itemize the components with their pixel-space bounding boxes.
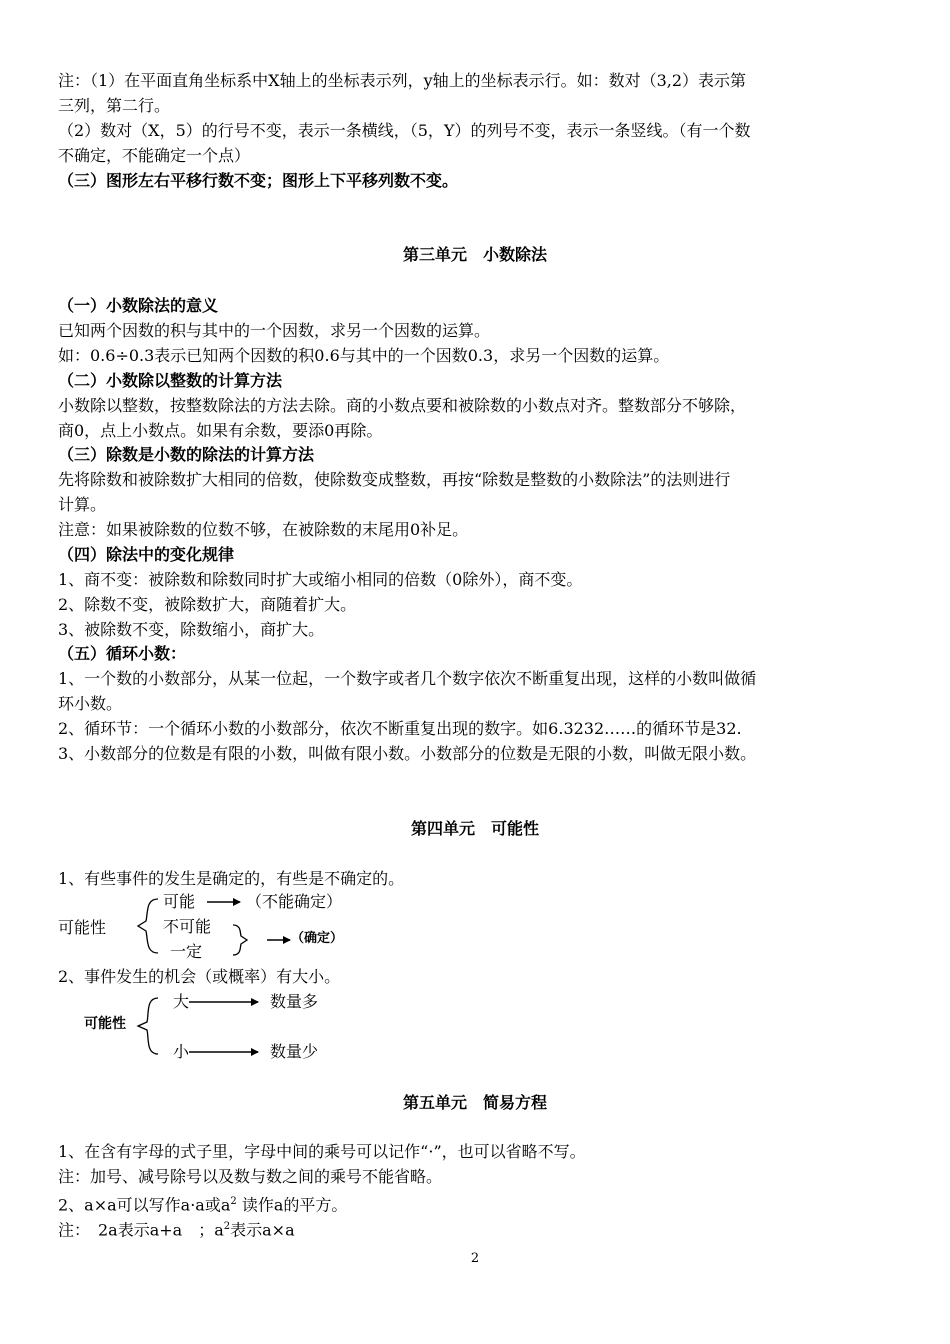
unit3-s3-line3: 注意：如果被除数的位数不够，在被除数的末尾用0补足。 [58, 520, 469, 539]
unit3-s5-line4: 3、小数部分的位数是有限的小数，叫做有限小数。小数部分的位数是无限的小数，叫做无限小数。 [58, 744, 757, 763]
unit5-line1: 1、在含有字母的式子里，字母中间的乘号可以记作“·”，也可以省略不写。 [58, 1142, 586, 1161]
diagram2-branch-small: 小 [173, 1042, 190, 1061]
diagram1-result-uncertain: （不能确定） [246, 892, 343, 911]
diagram1-left-brace [138, 899, 158, 953]
unit4-line1: 1、有些事件的发生是确定的，有些是不确定的。 [58, 869, 405, 888]
unit3-s4-heading: （四）除法中的变化规律 [58, 545, 235, 564]
unit3-s4-line3: 3、被除数不变，除数缩小，商扩大。 [58, 620, 325, 639]
unit3-s3-heading: （三）除数是小数的除法的计算方法 [58, 445, 315, 464]
unit3-s4-line2: 2、除数不变，被除数扩大，商随着扩大。 [58, 595, 357, 614]
diagram2-left-brace [138, 998, 158, 1054]
unit3-s1-line1: 已知两个因数的积与其中的一个因数，求另一个因数的运算。 [58, 321, 491, 340]
unit4-line2: 2、事件发生的机会（或概率）有大小。 [58, 967, 341, 986]
unit5-line3-part1: 2、a×a可以写作a·a或a [58, 1195, 231, 1215]
note2-line2: 不确定，不能确定一个点） [58, 146, 251, 165]
unit3-s1-line2: 如：0.6÷0.3表示已知两个因数的积0.6与其中的一个因数0.3，求另一个因数的运算。 [58, 346, 670, 365]
diagram2-result-more: 数量多 [270, 992, 319, 1011]
note1-line1: 注：（1）在平面直角坐标系中X轴上的坐标表示列，y轴上的坐标表示行。如：数对（3,2）表示第 [58, 71, 747, 90]
diagram1-branch-possible: 可能 [163, 892, 196, 911]
diagram1-result-certain: （确定） [291, 931, 344, 946]
unit5-line2: 注：加号、减号除号以及数与数之间的乘号不能省略。 [58, 1167, 443, 1186]
page-number: 2 [470, 1251, 480, 1266]
unit3-title: 第三单元 小数除法 [402, 245, 547, 264]
unit3-s1-heading: （一）小数除法的意义 [58, 296, 219, 315]
unit3-s2-heading: （二）小数除以整数的计算方法 [58, 371, 283, 390]
unit3-s3-line1: 先将除数和被除数扩大相同的倍数，使除数变成整数，再按“除数是整数的小数除法”的法则进行 [58, 470, 731, 489]
unit5-title: 第五单元 简易方程 [402, 1093, 547, 1112]
note1-line2: 三列，第二行。 [58, 96, 171, 115]
diagram1-right-brace [233, 925, 247, 955]
unit3-s5-heading: （五）循环小数： [58, 644, 187, 663]
unit3-s5-line3: 2、循环节：一个循环小数的小数部分，依次不断重复出现的数字。如6.3232……的循环节是32. [58, 719, 742, 738]
unit3-s4-line1: 1、商不变：被除数和除数同时扩大或缩小相同的倍数（0除外），商不变。 [58, 570, 583, 589]
note2-line1: （2）数对（X，5）的行号不变，表示一条横线，（5，Y）的列号不变，表示一条竖线。（有一个数 [58, 121, 751, 140]
unit5-line4-part2: 表示a×a [230, 1220, 295, 1240]
diagram2-result-less: 数量少 [270, 1042, 319, 1061]
unit5-line3-part2: 读作a的平方。 [241, 1195, 348, 1215]
unit5-line3 [58, 1191, 347, 1216]
unit5-line4 [58, 1216, 295, 1241]
unit5-line4-part1: 注： 2a表示a+a ；a [58, 1220, 224, 1240]
unit4-title: 第四单元 可能性 [410, 819, 539, 838]
note3: （三）图形左右平移行数不变；图形上下平移列数不变。 [58, 171, 459, 190]
diagram1-branch-impossible: 不可能 [163, 917, 212, 936]
diagram2-root-label: 可能性 [84, 1016, 126, 1032]
unit5-line4-superscript: 2 [223, 1221, 231, 1232]
unit3-s5-line2: 环小数。 [58, 694, 123, 713]
unit3-s5-line1: 1、一个数的小数部分，从某一位起，一个数字或者几个数字依次不断重复出现，这样的小数叫做循 [58, 669, 757, 688]
diagram2-branch-large: 大 [173, 992, 190, 1011]
unit3-s3-line2: 计算。 [58, 495, 107, 514]
unit5-line3-superscript: 2 [230, 1196, 237, 1207]
unit3-s2-line1: 小数除以整数，按整数除法的方法去除。商的小数点要和被除数的小数点对齐。整数部分不够除， [58, 396, 747, 415]
diagram1-branch-certain: 一定 [170, 942, 203, 961]
diagram1-root-label: 可能性 [58, 918, 107, 937]
unit3-s2-line2: 商0，点上小数点。如果有余数，要添0再除。 [58, 421, 383, 440]
